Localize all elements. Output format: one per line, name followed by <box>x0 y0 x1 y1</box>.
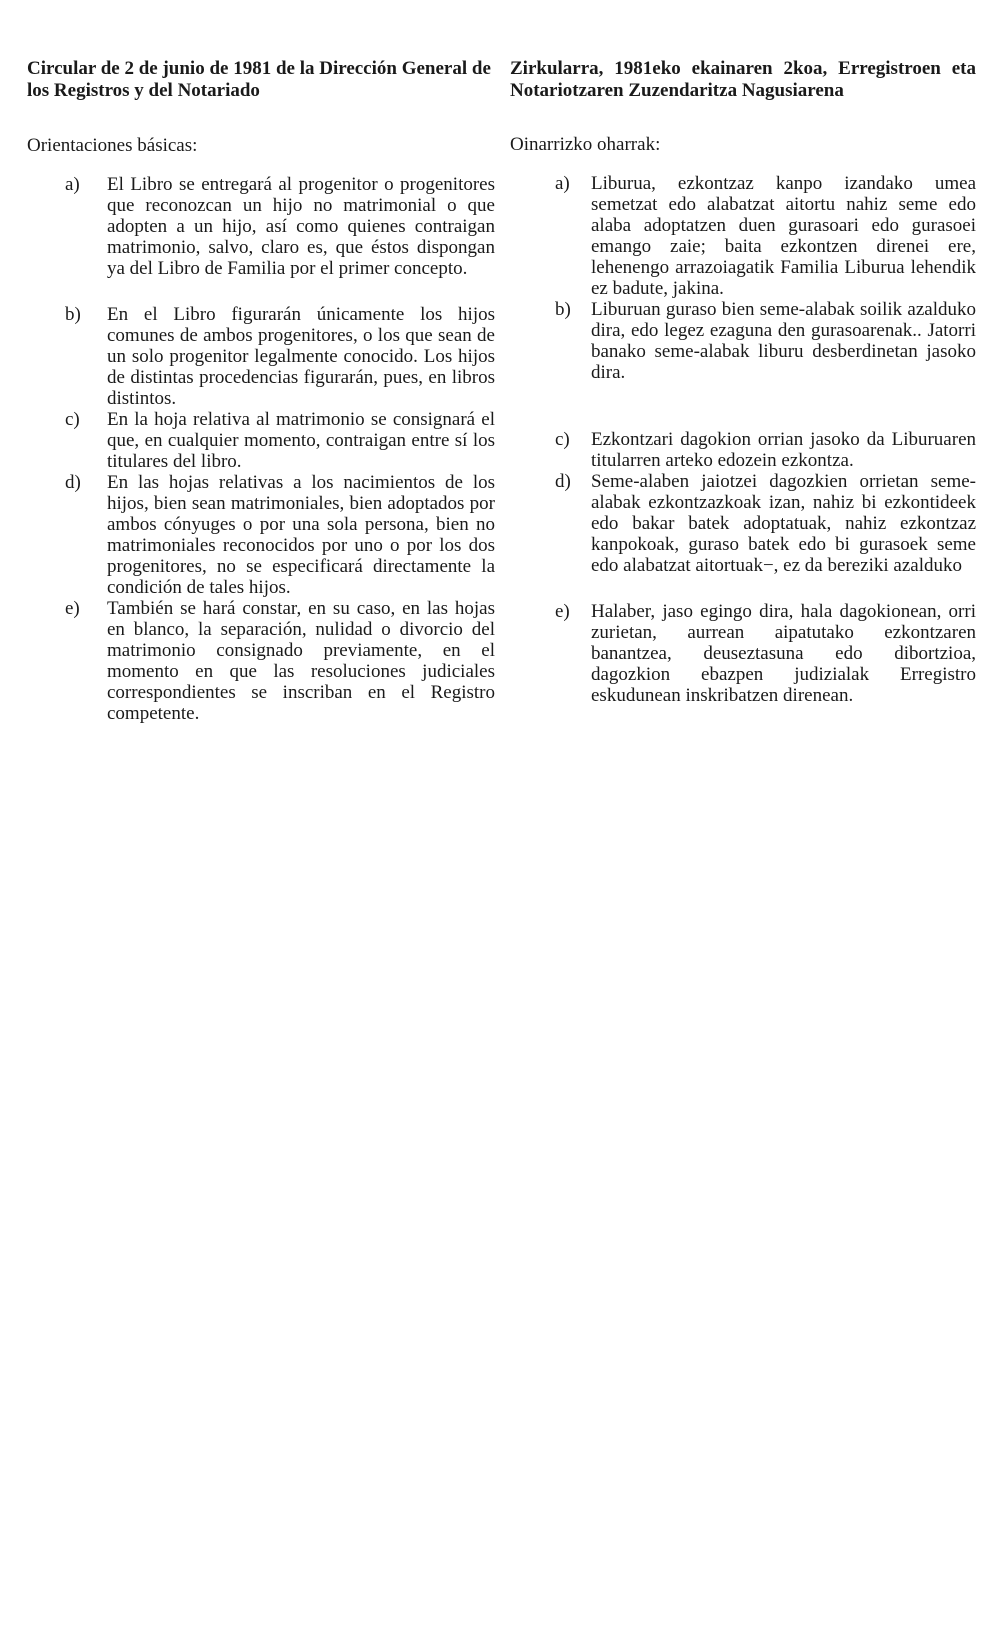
spanish-subtitle: Orientaciones básicas: <box>27 135 198 156</box>
item-text: Halaber, jaso egingo dira, hala dagokionean, orri zurietan, aurrean aipatutako ezkontzaren banantzea, deuseztasuna edo dibortzioa, dagozkion ebazpen judizialak Erregistro eskudunean inskribatzen direnean. <box>591 601 976 706</box>
item-marker: e) <box>555 601 570 622</box>
item-text: Seme-alaben jaiotzei dagozkien orrietan seme-alabak ezkontzazkoak izan, nahiz bi ezkontideek edo bakar batek adoptatuak, nahiz ezkontzaz kanpokoak, guraso batek edo bi gurasoek seme edo alabatzat aitortuak−, ez da bereziki azalduko <box>591 471 976 576</box>
spanish-item-e <box>27 598 495 724</box>
basque-item-c <box>510 429 976 471</box>
basque-subtitle: Oinarrizko oharrak: <box>510 134 661 155</box>
item-marker: d) <box>555 471 571 492</box>
spanish-item-b <box>27 304 495 409</box>
spanish-column <box>27 58 495 724</box>
item-marker: b) <box>555 299 571 320</box>
basque-item-b <box>510 299 976 383</box>
item-text: Ezkontzari dagokion orrian jasoko da Liburuaren titularren arteko edozein ezkontza. <box>591 429 976 471</box>
item-marker: d) <box>65 472 81 493</box>
basque-item-a <box>510 173 976 299</box>
item-text: Liburua, ezkontzaz kanpo izandako umea semetzat edo alabatzat aitortu nahiz seme edo alaba adoptatzen duen gurasoari edo gurasoei emango zaie; baita ezkontzen direnei ere, lehenengo arrazoiagatik Familia Liburua lehendik ez badute, jakina. <box>591 173 976 299</box>
item-marker: a) <box>555 173 570 194</box>
spanish-title: Circular de 2 de junio de 1981 de la Dirección General de los Registros y del Notariado <box>27 58 491 101</box>
basque-item-d <box>510 471 976 576</box>
basque-item-e <box>510 601 976 706</box>
item-marker: c) <box>65 409 80 430</box>
spanish-item-a <box>27 174 495 279</box>
item-text: En las hojas relativas a los nacimientos de los hijos, bien sean matrimoniales, bien adoptados por ambos cónyuges o por una sola persona, bien no matrimoniales reconocidos por uno o por los dos progenitores, no se especificará directamente la condición de tales hijos. <box>107 472 495 598</box>
item-text: En la hoja relativa al matrimonio se consignará el que, en cualquier momento, contraigan entre sí los titulares del libro. <box>107 409 495 472</box>
item-marker: c) <box>555 429 570 450</box>
basque-item-list <box>510 173 976 706</box>
item-marker: b) <box>65 304 81 325</box>
spanish-item-c <box>27 409 495 472</box>
basque-column <box>510 58 976 706</box>
spanish-item-d <box>27 472 495 598</box>
item-marker: a) <box>65 174 80 195</box>
basque-title: Zirkularra, 1981eko ekainaren 2koa, Erregistroen eta Notariotzaren Zuzendaritza Nagusiarena <box>510 58 976 101</box>
item-text: Liburuan guraso bien seme-alabak soilik azalduko dira, edo legez ezaguna den gurasoarenak.. Jatorri banako seme-alabak liburu desberdinetan jasoko dira. <box>591 299 976 383</box>
spanish-item-list <box>27 174 495 724</box>
item-marker: e) <box>65 598 80 619</box>
item-text: En el Libro figurarán únicamente los hijos comunes de ambos progenitores, o los que sean de un solo progenitor legalmente conocido. Los hijos de distintas procedencias figurarán, pues, en libros distintos. <box>107 304 495 409</box>
item-text: También se hará constar, en su caso, en las hojas en blanco, la separación, nulidad o divorcio del matrimonio consignado previamente, en el momento en que las resoluciones judiciales correspondientes se inscriban en el Registro competente. <box>107 598 495 724</box>
item-text: El Libro se entregará al progenitor o progenitores que reconozcan un hijo no matrimonial o que adopten a un hijo, así como quienes contraigan matrimonio, salvo, claro es, que éstos dispongan ya del Libro de Familia por el primer concepto. <box>107 174 495 279</box>
